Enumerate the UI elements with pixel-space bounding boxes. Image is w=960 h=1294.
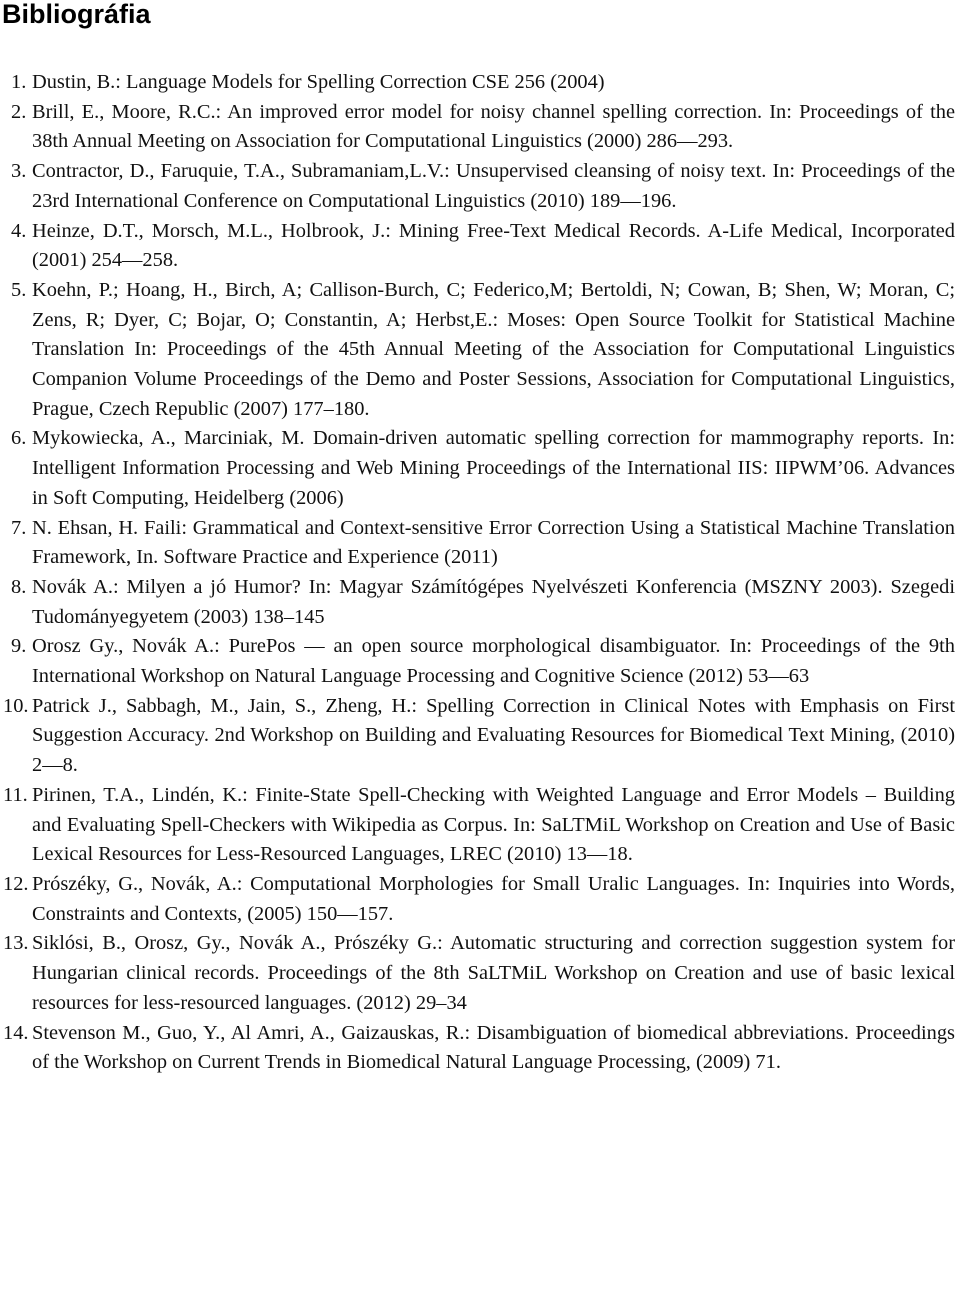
reference-item [0,424,955,513]
reference-item [0,514,955,573]
reference-item [0,1019,955,1078]
reference-text: N. Ehsan, H. Faili: Grammatical and Context-sensitive Error Correction Using a Statistical Machine Translation Framework, In. Software Practice and Experience (2011) [32,516,955,569]
reference-text: Dustin, B.: Language Models for Spelling Correction CSE 256 (2004) [32,71,605,93]
reference-number: 3. [11,160,27,183]
reference-number: 12. [3,872,29,895]
reference-text: Novák A.: Milyen a jó Humor? In: Magyar Számítógépes Nyelvészeti Konferencia (MSZNY 2003). Szegedi Tudományegyetem (2003) 138–145 [32,575,955,628]
reference-number: 10. [3,694,29,717]
reference-item [0,632,955,691]
reference-text: Contractor, D., Faruquie, T.A., Subramaniam,L.V.: Unsupervised cleansing of noisy text. In: Proceedings of the 23rd International Conference on Computational Linguistics (2010) 189—196. [32,160,955,212]
reference-list [0,68,955,1078]
reference-text: Orosz Gy., Novák A.: PurePos — an open source morphological disambiguator. In: Proceedings of the 9th International Workshop on Natural Language Processing and Cognitive Science (2012) 53—63 [32,635,955,688]
reference-item [0,276,955,425]
reference-item [0,692,955,781]
reference-text: Koehn, P.; Hoang, H., Birch, A; Callison-Burch, C; Federico,M; Bertoldi, N; Cowan, B; Shen, W; Moran, C; Zens, R; Dyer, C; Bojar, O; Constantin, A; Herbst,E.: Moses: Open Source Toolkit for Statistical Machine Translation In: Proceedings of the 45th Annual Meeting of the Association for Computational Linguistics Companion Volume Proceedings of the Demo and Poster Sessions, Association for Computational Linguistics, Prague, Czech Republic (2007) 177–180. [32,278,955,420]
reference-text: Stevenson M., Guo, Y., Al Amri, A., Gaizauskas, R.: Disambiguation of biomedical abbreviations. Proceedings of the Workshop on Current Trends in Biomedical Natural Language Processing, (2009) 71. [32,1021,955,1074]
reference-text: Heinze, D.T., Morsch, M.L., Holbrook, J.: Mining Free-Text Medical Records. A-Life Medical, Incorporated (2001) 254—258. [32,219,955,272]
reference-number: 5. [11,278,27,301]
reference-item [0,781,955,870]
reference-text: Prószéky, G., Novák, A.: Computational Morphologies for Small Uralic Languages. In: Inquiries into Words, Constraints and Contexts, (2005) 150—157. [32,872,955,925]
reference-item [0,217,955,276]
reference-item [0,870,955,929]
reference-text: Patrick J., Sabbagh, M., Jain, S., Zheng, H.: Spelling Correction in Clinical Notes with Emphasis on First Suggestion Accuracy. 2nd Workshop on Building and Evaluating Resources for Biomedical Text Mining, (2010) 2—8. [32,694,955,777]
reference-item [0,68,955,98]
reference-number: 11. [3,783,28,806]
reference-text: Brill, E., Moore, R.C.: An improved error model for noisy channel spelling correction. In: Proceedings of the 38th Annual Meeting on Association for Computational Linguistics (2000) 286—293. [32,100,955,153]
reference-item [0,573,955,632]
reference-text: Pirinen, T.A., Lindén, K.: Finite-State Spell-Checking with Weighted Language and Error Models – Building and Evaluating Spell-Checkers with Wikipedia as Corpus. In: SaLTMiL Workshop on Creation and Use of Basic Lexical Resources for Less-Resourced Languages, LREC (2010) 13—18. [32,783,955,866]
reference-number: 14. [3,1021,29,1044]
reference-number: 2. [11,100,27,123]
reference-text: Siklósi, B., Orosz, Gy., Novák A., Prószéky G.: Automatic structuring and correction suggestion system for Hungarian clinical records. Proceedings of the 8th SaLTMiL Workshop on Creation and use of basic lexical resources for less-resourced languages. (2012) 29–34 [32,932,955,1014]
reference-number: 13. [3,932,29,955]
reference-item [0,98,955,157]
reference-number: 4. [11,219,27,242]
reference-number: 1. [11,71,27,93]
section-heading: Bibliográfia [2,0,151,29]
reference-number: 9. [11,635,27,658]
reference-text: Mykowiecka, A., Marciniak, M. Domain-driven automatic spelling correction for mammography reports. In: Intelligent Information Processing and Web Mining Proceedings of the International IIS: IIPWM’06. Advances in Soft Computing, Heidelberg (2006) [32,427,955,509]
reference-number: 7. [11,516,27,539]
reference-item [0,157,955,216]
reference-item [0,929,955,1018]
reference-number: 6. [11,427,27,450]
reference-number: 8. [11,575,27,598]
